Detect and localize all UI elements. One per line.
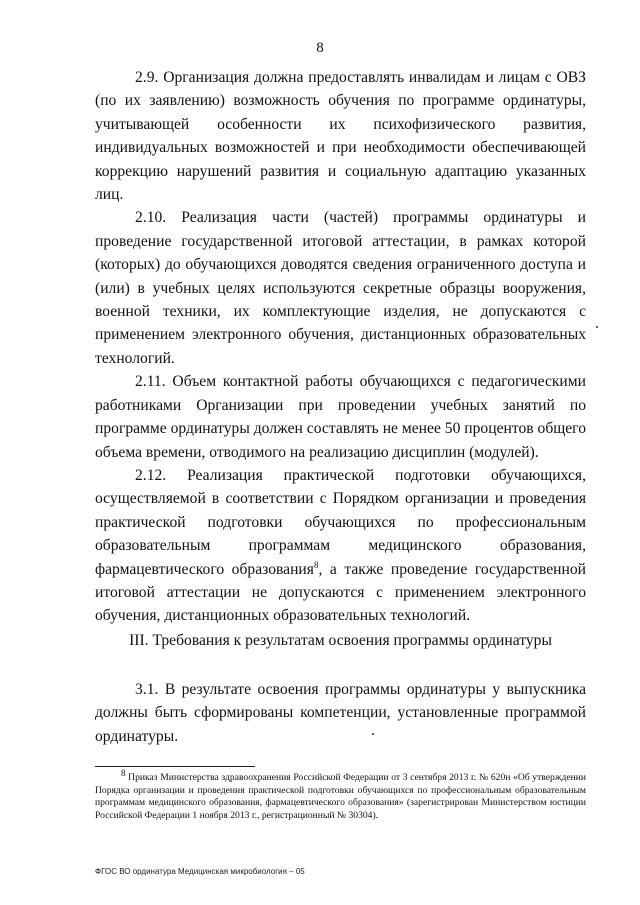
footnote-marker: 8: [121, 767, 126, 778]
paragraph-2-9: 2.9. Организация должна предоставлять инвалидам и лицам с ОВЗ (по их заявлению) возможность обучения по программе ординатуры, учитывающей особенности их психофизического развития, индивидуальных возможностей и при необходимости обеспечивающей коррекцию нарушений развития и социальную адаптацию указанных лиц.: [95, 69, 586, 204]
footnote-reference: 8: [313, 559, 319, 570]
paragraph-3-1: 3.1. В результате освоения программы ординатуры у выпускника должны быть сформированы компетенции, установленные программой ординатуры.: [95, 681, 586, 745]
paragraph-2-11: 2.11. Объем контактной работы обучающихся с педагогическими работниками Организации при проведении учебных занятий по программе ординатуры должен составлять не менее 50 процентов общего объема времени, отводимого на реализацию дисциплин (модулей).: [95, 373, 586, 461]
footnote-divider: [95, 766, 255, 767]
scan-speck: [596, 326, 598, 328]
page-footer: ФГОС ВО ординатура Медицинская микробиология – 05: [95, 867, 305, 876]
paragraph-3-1-block: [95, 678, 586, 748]
section-heading: III. Требования к результатам освоения программы ординатуры: [129, 632, 552, 649]
paragraph-2-12-text-a: 2.12. Реализация практической подготовки обучающихся, осуществляемой в соответствии с Порядком организации и проведения практической подготовки обучающихся по профессиональным образовательным программам медицинского образования, фармацевтического образования: [95, 466, 586, 578]
paragraph-2-10: 2.10. Реализация части (частей) программы ординатуры и проведение государственной итоговой аттестации, в рамках которой (которых) до обучающихся доводятся сведения ограниченного доступа и (или) в учебных целях используются секретные образцы вооружения, военной техники, их комплектующие изделия, не допускаются с применением электронного обучения, дистанционных образовательных технологий.: [95, 209, 586, 367]
paragraph-2-12-text-b: , а также проведение государственной итоговой аттестации не допускаются с применением электронного обучения, дистанционных образовательных технологий.: [95, 560, 586, 625]
main-text: [95, 66, 586, 628]
paragraph-2-12: [95, 464, 586, 628]
footnote-text: Приказ Министерства здравоохранения Российской Федерации от 3 сентября 2013 г. № 620н «Об утверждении Порядка организации и проведения практической подготовки обучающихся по профессиональным образовательным программам медицинского образования, фармацевтического образования» (зарегистрирован Министерством юстиции Российской Федерации 1 ноября 2013 г., регистрационный № 30304).: [95, 772, 586, 821]
scan-speck: [372, 733, 374, 735]
footnote-body: [95, 767, 586, 822]
footnote: [95, 767, 586, 822]
page-number: 8: [316, 40, 324, 56]
